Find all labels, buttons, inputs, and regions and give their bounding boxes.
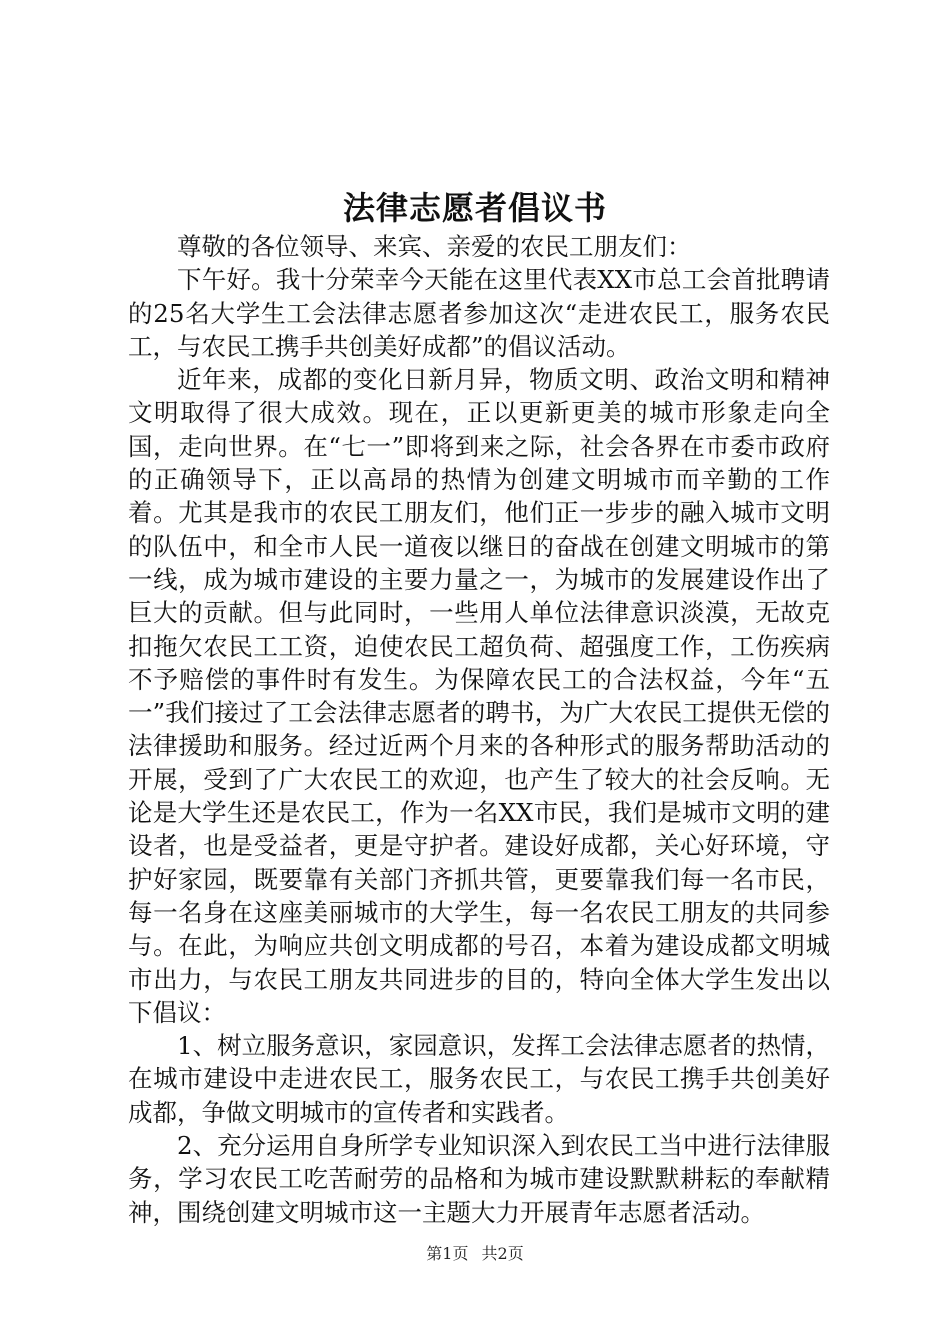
page-number-current: 第1页 <box>426 1244 469 1263</box>
document-title: 法律志愿者倡议书 <box>342 189 607 227</box>
page-footer <box>0 1242 950 1266</box>
page-number-total: 共2页 <box>481 1244 524 1263</box>
document-body <box>128 230 830 1229</box>
paragraph-background: 近年来，成都的变化日新月异，物质文明、政治文明和精神文明取得了很大成效。现在，正以更新更美的城市形象走向全国，走向世界。在“七一”即将到来之际，社会各界在市委市政府的正确领导下，正以高昂的热情为创建文明城市而辛勤的工作着。尤其是我市的农民工朋友们，他们正一步步的融入城市文明的队伍中，和全市人民一道夜以继日的奋战在创建文明城市的第一线，成为城市建设的主要力量之一，为城市的发展建设作出了巨大的贡献。但与此同时，一些用人单位法律意识淡漠，无故克扣拖欠农民工工资，迫使农民工超负荷、超强度工作，工伤疾病不予赔偿的事件时有发生。为保障农民工的合法权益，今年“五一”我们接过了工会法律志愿者的聘书，为广大农民工提供无偿的法律援助和服务。经过近两个月来的各种形式的服务帮助活动的开展，受到了广大农民工的欢迎，也产生了较大的社会反响。无论是大学生还是农民工，作为一名XX市民，我们是城市文明的建设者，也是受益者，更是守护者。建设好成都，关心好环境，守护好家园，既要靠有关部门齐抓共管，更要靠我们每一名市民，每一名身在这座美丽城市的大学生，每一名农民工朋友的共同参与。在此，为响应共创文明成都的号召，本着为建设成都文明城市出力，与农民工朋友共同进步的目的，特向全体大学生发出以下倡议： <box>128 365 830 1027</box>
paragraph-proposal-2: 2、充分运用自身所学专业知识深入到农民工当中进行法律服务，学习农民工吃苦耐劳的品格和为城市建设默默耕耘的奉献精神，围绕创建文明城市这一主题大力开展青年志愿者活动。 <box>128 1131 830 1227</box>
paragraph-proposal-1: 1、树立服务意识，家园意识，发挥工会法律志愿者的热情，在城市建设中走进农民工，服务农民工，与农民工携手共创美好成都，争做文明城市的宣传者和实践者。 <box>128 1031 830 1127</box>
salutation: 尊敬的各位领导、来宾、亲爱的农民工朋友们： <box>177 232 692 261</box>
paragraph-greeting: 下午好。我十分荣幸今天能在这里代表XX市总工会首批聘请的25名大学生工会法律志愿者参加这次“走进农民工，服务农民工，与农民工携手共创美好成都”的倡议活动。 <box>128 265 830 361</box>
